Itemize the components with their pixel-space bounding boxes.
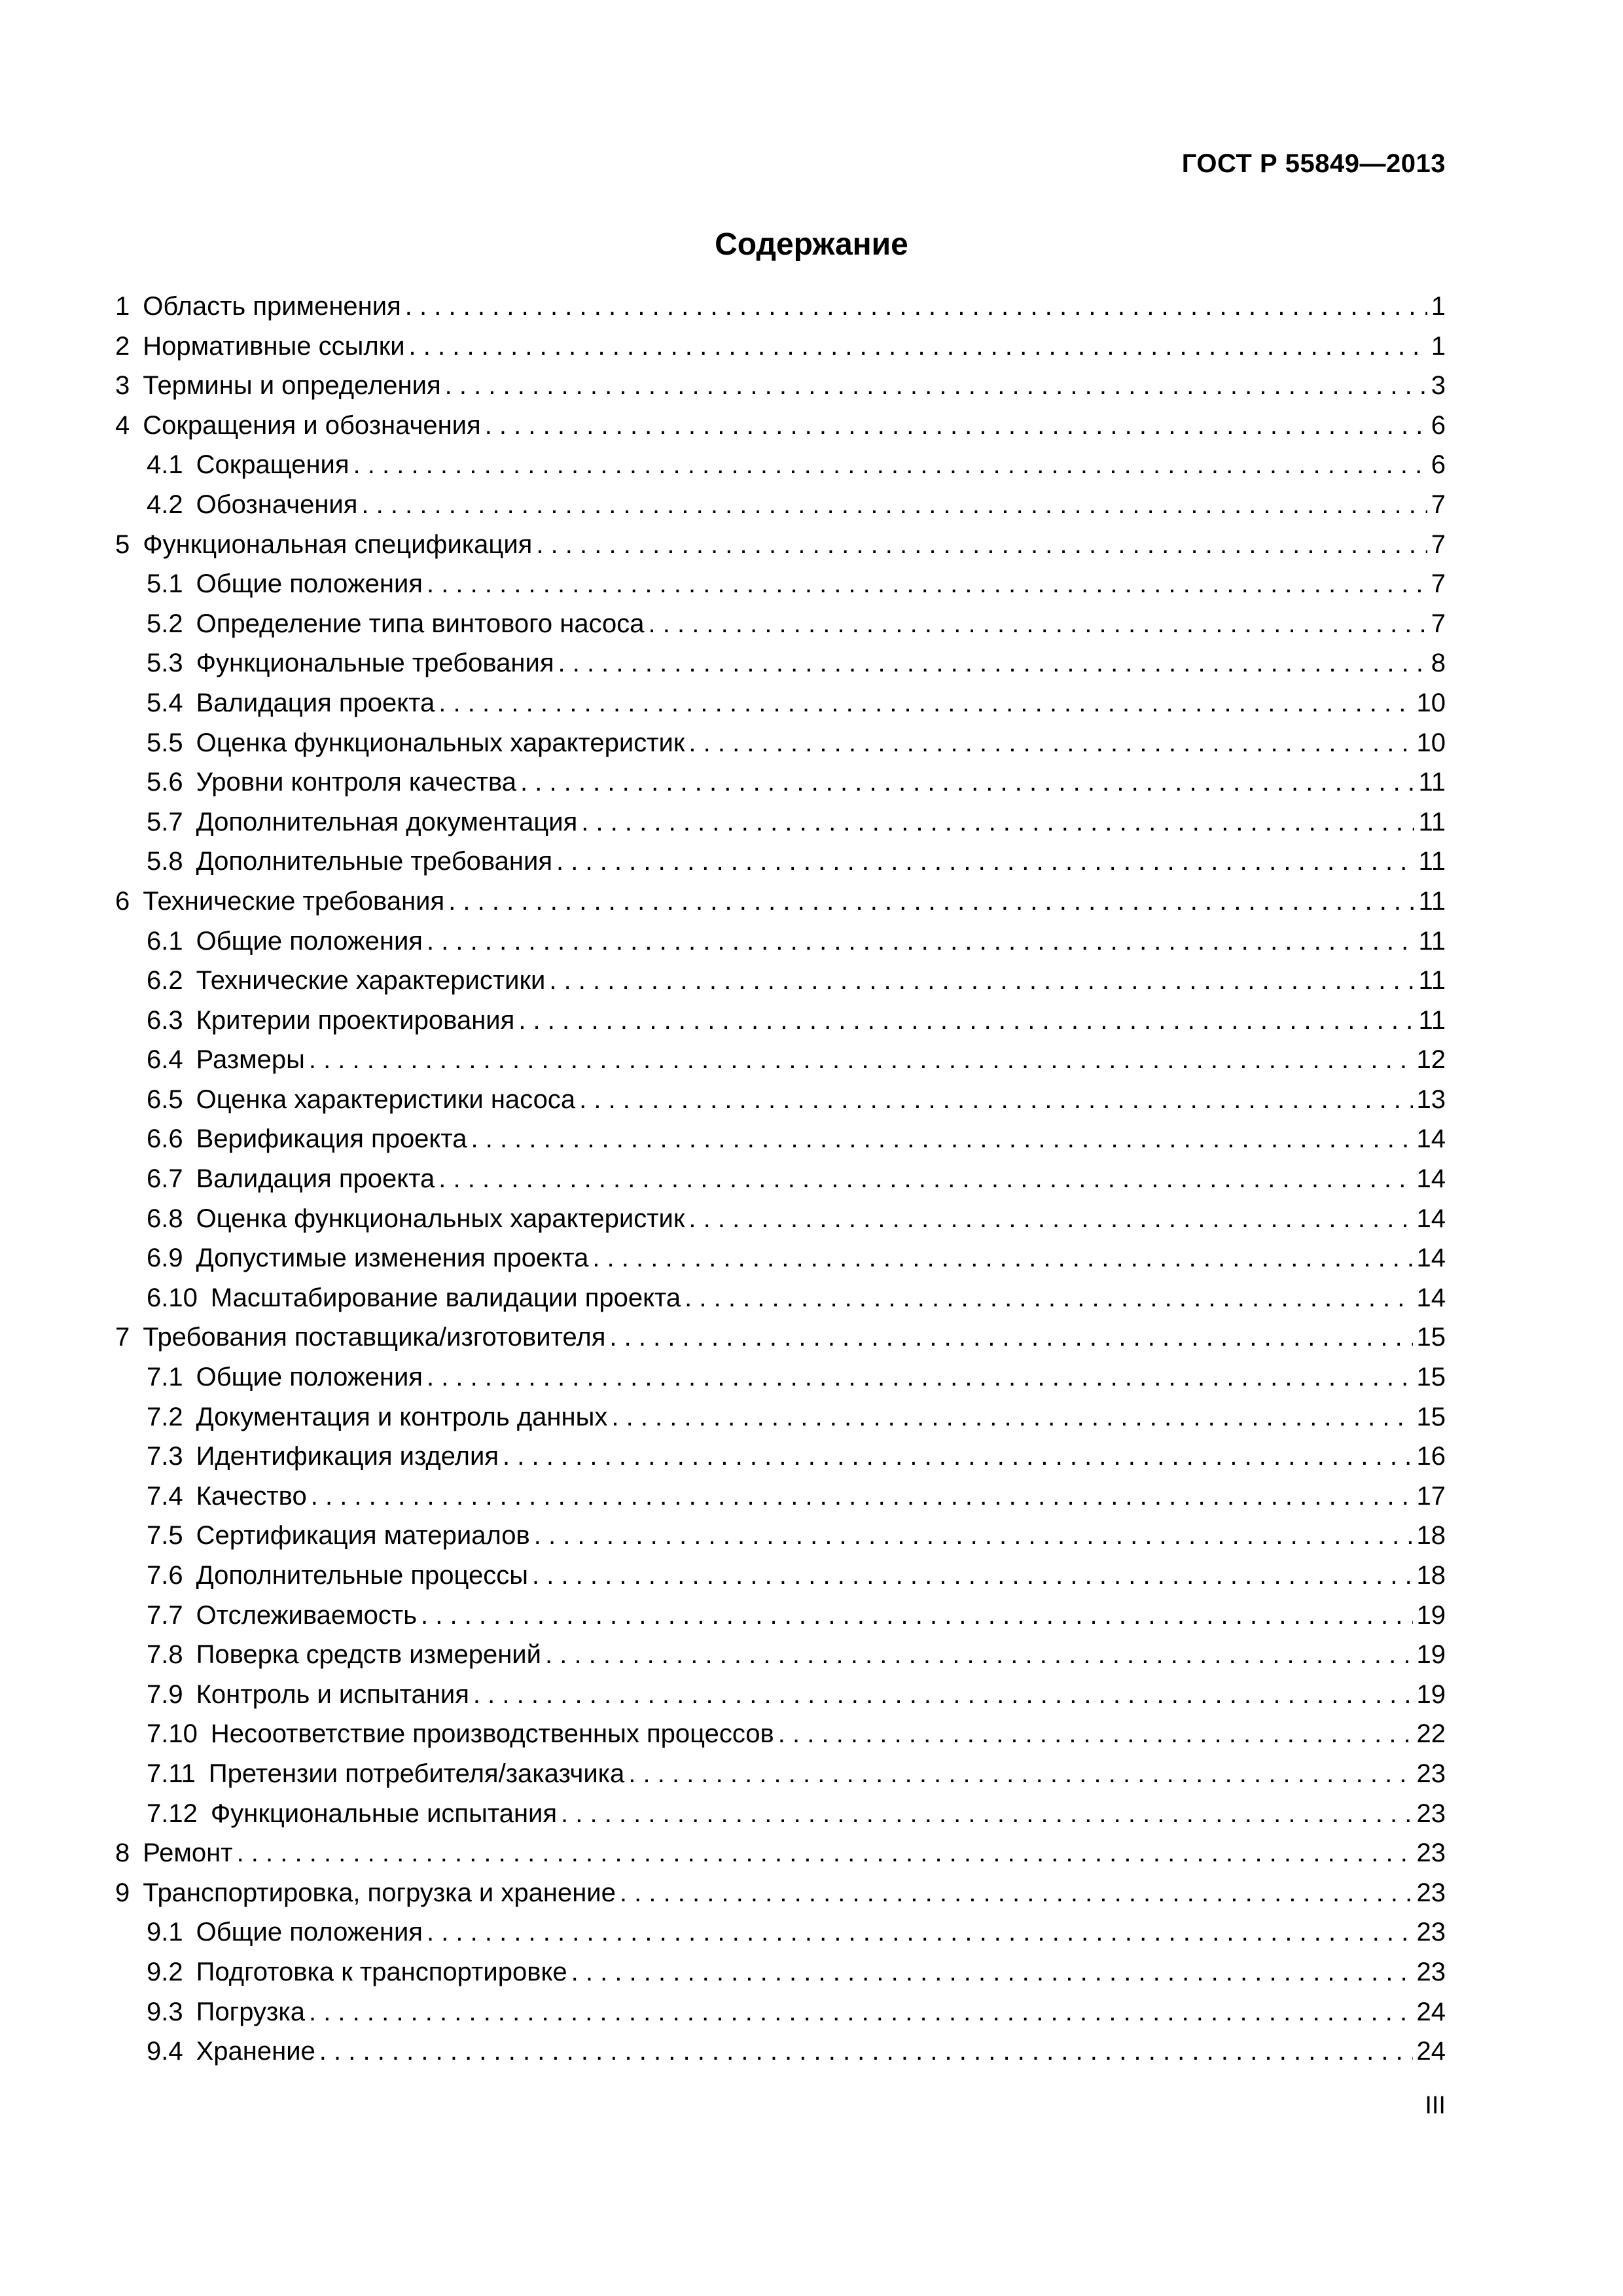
toc-entry[interactable] [115, 1119, 1446, 1159]
toc-entry-number: 7.10 [147, 1719, 198, 1749]
toc-entry[interactable] [115, 1040, 1446, 1080]
toc-dot-leader [534, 1516, 1413, 1556]
page-number: III [1425, 2092, 1446, 2119]
toc-entry-title: Претензии потребителя/заказчика [208, 1759, 625, 1788]
toc-entry-number: 1 [115, 292, 130, 321]
toc-entry-page: 11 [1418, 768, 1446, 797]
toc-entry-title: Размеры [196, 1045, 305, 1075]
toc-dot-leader [427, 922, 1415, 961]
toc-entry-title: Общие положения [196, 1363, 423, 1392]
toc-entry-number: 5.8 [147, 847, 183, 876]
toc-entry-page: 23 [1416, 1918, 1446, 1947]
toc-entry-page: 7 [1431, 490, 1446, 519]
toc-dot-leader [685, 1278, 1412, 1318]
toc-entry-number: 7 [115, 1323, 130, 1352]
toc-entry-title: Несоответствие производственных процессов [210, 1719, 774, 1749]
toc-entry[interactable] [115, 1596, 1446, 1636]
toc-dot-leader [649, 604, 1427, 644]
toc-entry-number: 7.8 [147, 1640, 183, 1670]
toc-entry-title: Поверка средств измерений [196, 1640, 541, 1670]
toc-entry[interactable] [115, 762, 1446, 802]
toc-entry-title: Ремонт [143, 1839, 233, 1868]
toc-entry[interactable] [115, 564, 1446, 604]
toc-entry-number: 9.4 [147, 2037, 183, 2066]
toc-dot-leader [438, 683, 1412, 723]
toc-entry-number: 6.2 [147, 966, 183, 996]
toc-entry-page: 1 [1431, 331, 1446, 361]
toc-entry-page: 14 [1416, 1283, 1446, 1312]
toc-entry-title: Функциональная спецификация [143, 529, 533, 559]
toc-dot-leader [309, 1040, 1413, 1080]
toc-dot-leader [427, 1357, 1413, 1397]
toc-entry[interactable] [115, 683, 1446, 723]
toc-entry-title: Подготовка к транспортировке [196, 1957, 567, 1986]
toc-entry-number: 6.9 [147, 1244, 183, 1273]
toc-entry-number: 6.6 [147, 1124, 183, 1154]
toc-entry[interactable] [115, 882, 1446, 922]
toc-entry-number: 6.5 [147, 1085, 183, 1114]
toc-entry-title: Критерии проектирования [196, 1005, 515, 1035]
toc-entry-number: 7.11 [147, 1759, 196, 1788]
toc-entry-title: Верификация проекта [196, 1124, 467, 1154]
toc-entry-page: 18 [1416, 1521, 1446, 1551]
toc-dot-leader [688, 1199, 1412, 1239]
toc-entry[interactable] [115, 1794, 1446, 1834]
toc-entry-number: 9.1 [147, 1918, 183, 1947]
toc-entry-title: Технические характеристики [196, 966, 546, 996]
toc-entry-number: 7.4 [147, 1481, 183, 1511]
toc-entry[interactable] [115, 1278, 1446, 1318]
toc-entry-title: Определение типа винтового насоса [196, 609, 645, 638]
toc-dot-leader [427, 564, 1427, 604]
toc-entry-number: 7.5 [147, 1521, 183, 1551]
toc-dot-leader [545, 1635, 1413, 1675]
toc-entry-title: Валидация проекта [196, 1164, 435, 1194]
toc-entry-page: 19 [1416, 1640, 1446, 1670]
toc-entry-title: Сокращения и обозначения [143, 410, 481, 440]
toc-dot-leader [427, 1912, 1413, 1952]
toc-entry-page: 15 [1416, 1323, 1446, 1352]
toc-entry-page: 11 [1418, 807, 1446, 836]
toc-entry-page: 11 [1418, 926, 1446, 956]
toc-entry-title: Функциональные испытания [210, 1799, 558, 1828]
toc-dot-leader [561, 1794, 1412, 1834]
toc-entry[interactable] [115, 802, 1446, 842]
toc-entry[interactable] [115, 922, 1446, 961]
toc-entry-number: 7.1 [147, 1363, 183, 1392]
toc-entry-number: 8 [115, 1839, 130, 1868]
toc-entry-title: Качество [196, 1481, 307, 1511]
toc-entry-title: Требования поставщика/изготовителя [143, 1323, 606, 1352]
toc-entry-title: Транспортировка, погрузка и хранение [143, 1878, 616, 1907]
toc-entry-title: Сертификация материалов [196, 1521, 530, 1551]
toc-entry-title: Общие положения [196, 926, 423, 956]
toc-entry-title: Нормативные ссылки [143, 331, 405, 361]
toc-entry[interactable] [115, 1080, 1446, 1120]
toc-entry[interactable] [115, 1754, 1446, 1794]
toc-entry-page: 16 [1416, 1442, 1446, 1471]
toc-dot-leader [405, 287, 1427, 327]
toc-entry-page: 22 [1416, 1719, 1446, 1749]
toc-entry[interactable] [115, 842, 1446, 882]
toc-entry[interactable] [115, 1714, 1446, 1754]
toc-entry-number: 4.2 [147, 490, 183, 519]
toc-dot-leader [485, 406, 1427, 446]
toc-entry-number: 4 [115, 410, 130, 440]
toc-entry-page: 6 [1431, 410, 1446, 440]
toc-entry[interactable] [115, 1833, 1446, 1873]
toc-dot-leader [611, 1397, 1412, 1437]
toc-entry[interactable] [115, 1357, 1446, 1397]
toc-entry-page: 23 [1416, 1799, 1446, 1828]
toc-dot-leader [445, 366, 1427, 406]
toc-entry-number: 3 [115, 371, 130, 401]
toc-entry[interactable] [115, 1199, 1446, 1239]
toc-entry-page: 13 [1416, 1085, 1446, 1114]
toc-entry[interactable] [115, 406, 1446, 446]
toc-entry[interactable] [115, 723, 1446, 763]
toc-entry-number: 6.1 [147, 926, 183, 956]
toc-entry-title: Дополнительная документация [196, 807, 578, 836]
toc-entry-number: 6.3 [147, 1005, 183, 1035]
toc-dot-leader [778, 1714, 1413, 1754]
toc-entry[interactable] [115, 1001, 1446, 1041]
toc-entry-number: 7.3 [147, 1442, 183, 1471]
toc-dot-leader [438, 1159, 1412, 1199]
toc-entry-page: 23 [1416, 1839, 1446, 1868]
toc-entry-number: 7.7 [147, 1600, 183, 1630]
toc-entry-page: 1 [1431, 292, 1446, 321]
toc-entry-number: 9.3 [147, 1997, 183, 2026]
toc-entry-title: Валидация проекта [196, 688, 435, 717]
toc-entry-page: 14 [1416, 1164, 1446, 1194]
toc-entry-number: 5.5 [147, 728, 183, 757]
toc-entry-title: Погрузка [196, 1997, 305, 2026]
toc-entry-page: 15 [1416, 1402, 1446, 1431]
toc-entry-page: 11 [1418, 886, 1446, 916]
toc-entry[interactable] [115, 1477, 1446, 1516]
toc-dot-leader [581, 802, 1414, 842]
toc-entry-number: 6.4 [147, 1045, 183, 1075]
toc-entry[interactable] [115, 1437, 1446, 1477]
toc-dot-leader [409, 327, 1427, 367]
toc-entry-page: 7 [1431, 609, 1446, 638]
toc-entry-page: 11 [1418, 847, 1446, 876]
toc-entry-page: 6 [1431, 450, 1446, 480]
toc-entry[interactable] [115, 485, 1446, 525]
toc-entry-page: 11 [1418, 1005, 1446, 1035]
toc-dot-leader [592, 1238, 1412, 1278]
toc-entry[interactable] [115, 1556, 1446, 1596]
toc-entry-page: 19 [1416, 1600, 1446, 1630]
toc-entry-title: Хранение [196, 2037, 315, 2066]
toc-entry[interactable] [115, 1675, 1446, 1715]
toc-entry[interactable] [115, 525, 1446, 565]
toc-dot-leader [319, 2032, 1413, 2072]
toc-dot-leader [558, 643, 1427, 683]
toc-dot-leader [579, 1080, 1412, 1120]
toc-entry-number: 5.3 [147, 649, 183, 678]
table-of-contents [115, 287, 1446, 2072]
toc-dot-leader [448, 882, 1414, 922]
toc-entry-page: 17 [1416, 1481, 1446, 1511]
toc-entry-page: 14 [1416, 1124, 1446, 1154]
toc-entry-number: 5 [115, 529, 130, 559]
toc-dot-leader [609, 1318, 1412, 1357]
toc-entry-page: 8 [1431, 649, 1446, 678]
toc-dot-leader [473, 1675, 1413, 1715]
toc-entry[interactable] [115, 1318, 1446, 1357]
toc-dot-leader [688, 723, 1412, 763]
toc-entry-title: Оценка характеристики насоса [196, 1085, 576, 1114]
toc-dot-leader [549, 961, 1414, 1001]
toc-entry-page: 3 [1431, 371, 1446, 401]
toc-entry[interactable] [115, 327, 1446, 367]
toc-entry-page: 18 [1416, 1561, 1446, 1590]
toc-entry[interactable] [115, 1992, 1446, 2032]
toc-entry[interactable] [115, 1635, 1446, 1675]
toc-entry[interactable] [115, 2032, 1446, 2072]
toc-entry-page: 7 [1431, 529, 1446, 559]
toc-entry-title: Термины и определения [143, 371, 441, 401]
toc-entry-page: 11 [1418, 966, 1446, 996]
toc-entry[interactable] [115, 445, 1446, 485]
toc-entry[interactable] [115, 1873, 1446, 1913]
toc-entry-number: 9.2 [147, 1957, 183, 1986]
toc-entry-page: 23 [1416, 1759, 1446, 1788]
toc-entry-page: 7 [1431, 569, 1446, 599]
toc-dot-leader [311, 1477, 1413, 1516]
toc-entry[interactable] [115, 366, 1446, 406]
toc-entry-number: 5.2 [147, 609, 183, 638]
toc-dot-leader [361, 485, 1427, 525]
toc-entry-page: 12 [1416, 1045, 1446, 1075]
toc-entry-page: 14 [1416, 1244, 1446, 1273]
toc-entry-title: Идентификация изделия [196, 1442, 499, 1471]
toc-entry-number: 7.12 [147, 1799, 198, 1828]
toc-entry-number: 6 [115, 886, 130, 916]
toc-entry-number: 7.9 [147, 1679, 183, 1709]
toc-dot-leader [571, 1952, 1413, 1992]
toc-entry[interactable] [115, 287, 1446, 327]
toc-entry-title: Уровни контроля качества [196, 768, 517, 797]
toc-entry-title: Масштабирование валидации проекта [210, 1283, 681, 1312]
toc-entry[interactable] [115, 604, 1446, 644]
toc-entry-title: Дополнительные процессы [196, 1561, 528, 1590]
toc-entry[interactable] [115, 1952, 1446, 1992]
toc-entry-number: 7.2 [147, 1402, 183, 1431]
toc-entry-page: 19 [1416, 1679, 1446, 1709]
toc-dot-leader [536, 525, 1427, 565]
toc-entry-title: Оценка функциональных характеристик [196, 1204, 685, 1233]
toc-entry-page: 24 [1416, 2037, 1446, 2066]
toc-entry-number: 7.6 [147, 1561, 183, 1590]
toc-entry-title: Отслеживаемость [196, 1600, 418, 1630]
toc-entry-number: 5.4 [147, 688, 183, 717]
toc-entry-title: Обозначения [196, 490, 358, 519]
toc-entry[interactable] [115, 1238, 1446, 1278]
toc-entry-number: 2 [115, 331, 130, 361]
toc-entry-page: 14 [1416, 1204, 1446, 1233]
toc-dot-leader [471, 1119, 1413, 1159]
toc-entry[interactable] [115, 1159, 1446, 1199]
toc-entry-title: Сокращения [196, 450, 349, 480]
toc-entry-page: 23 [1416, 1957, 1446, 1986]
toc-entry-number: 6.7 [147, 1164, 183, 1194]
toc-dot-leader [628, 1754, 1412, 1794]
toc-entry-number: 5.7 [147, 807, 183, 836]
toc-entry[interactable] [115, 961, 1446, 1001]
toc-entry-title: Оценка функциональных характеристик [196, 728, 685, 757]
toc-entry[interactable] [115, 1516, 1446, 1556]
document-code: ГОСТ Р 55849—2013 [1181, 149, 1446, 178]
toc-entry-title: Допустимые изменения проекта [196, 1244, 589, 1273]
toc-title: Содержание [715, 227, 908, 262]
toc-entry-page: 10 [1416, 728, 1446, 757]
toc-dot-leader [503, 1437, 1412, 1477]
toc-entry[interactable] [115, 643, 1446, 683]
toc-entry-number: 6.8 [147, 1204, 183, 1233]
toc-entry-title: Функциональные требования [196, 649, 554, 678]
toc-entry-number: 5.6 [147, 768, 183, 797]
toc-entry-page: 10 [1416, 688, 1446, 717]
toc-entry-title: Общие положения [196, 569, 423, 599]
toc-entry-title: Контроль и испытания [196, 1679, 469, 1709]
toc-entry-title: Общие положения [196, 1918, 423, 1947]
toc-dot-leader [353, 445, 1427, 485]
toc-entry-title: Документация и контроль данных [196, 1402, 608, 1431]
toc-dot-leader [237, 1833, 1413, 1873]
toc-entry-number: 9 [115, 1878, 130, 1907]
toc-entry-title: Технические требования [143, 886, 445, 916]
toc-dot-leader [520, 762, 1414, 802]
toc-entry-page: 23 [1416, 1878, 1446, 1907]
toc-dot-leader [556, 842, 1414, 882]
toc-dot-leader [620, 1873, 1413, 1913]
toc-entry-page: 15 [1416, 1363, 1446, 1392]
toc-entry-title: Дополнительные требования [196, 847, 553, 876]
toc-entry[interactable] [115, 1397, 1446, 1437]
toc-entry-page: 24 [1416, 1997, 1446, 2026]
toc-dot-leader [309, 1992, 1413, 2032]
toc-dot-leader [532, 1556, 1413, 1596]
toc-entry-number: 6.10 [147, 1283, 198, 1312]
toc-entry-number: 4.1 [147, 450, 183, 480]
toc-dot-leader [518, 1001, 1414, 1041]
toc-entry[interactable] [115, 1912, 1446, 1952]
toc-dot-leader [421, 1596, 1412, 1636]
toc-entry-number: 5.1 [147, 569, 183, 599]
toc-entry-title: Область применения [143, 292, 401, 321]
